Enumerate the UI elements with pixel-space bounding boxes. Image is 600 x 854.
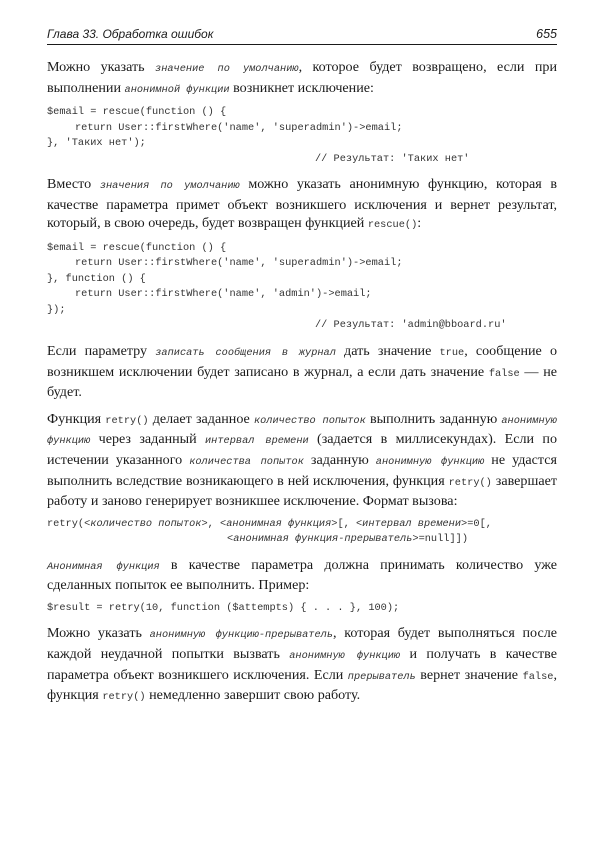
chapter-title: Глава 33. Обработка ошибок [47,27,214,41]
code-block-retry-syntax: retry(<количество попыток>, <анонимная функция>[, <интервал времени>=0[, <анонимная функция-прерыватель>=null]]) [47,517,492,546]
code-block-rescue-default: $email = rescue(function () { return User::firstWhere('name', 'superadmin')->email; }, 'Таких нет'); // Результат: 'Таких нет' [47,106,470,165]
running-header [47,27,557,45]
book-page [47,27,557,707]
paragraph-interrupter: Можно указать анонимную функцию-прерыватель, которая будет выполняться после каждой неудачной попытки вызвать анонимную функцию и получать в качестве параметра объект возникшего исключения. Если прерыватель вернет значение false, функция retry() немедленно завершит свою работу. [47,625,558,704]
page-number: 655 [536,27,557,41]
code-block-retry-example: $result = retry(10, function ($attempts) { . . . }, 100); [47,601,400,614]
paragraph-default-value: Можно указать значение по умолчанию, которое будет возвращено, если при выполнении анонимной функции возникнет исключение: [47,59,557,96]
paragraph-retry-function: Функция retry() делает заданное количество попыток выполнить заданную анонимную функцию через заданный интервал времени (задается в миллисекундах). Если по истечении указанного количества попыток заданную анонимную функцию не удастся выполнить вследствие возникающего в ней исключения, функция retry() завершает работу и заново генерирует возникшее исключение. Формат вызова: [47,410,557,510]
paragraph-log-parameter: Если параметру записать сообщения в журнал дать значение true, сообщение о возникшем исключении будет записано в журнал, а если дать значение false — не будет. [47,342,557,401]
code-block-rescue-callback: $email = rescue(function () { return User::firstWhere('name', 'superadmin')->email; }, function () { return User::firstWhere('name', 'admin')->email; }); // Результат: 'admin@bboard.ru' [47,241,507,332]
paragraph-anonymous-function-param: Анонимная функция в качестве параметра должна принимать количество уже сделанных попыток ее выполнить. Пример: [47,556,558,594]
paragraph-callback-default: Вместо значения по умолчанию можно указать анонимную функцию, которая в качестве параметра примет объект возникшего исключения и вернет результат, который, в свою очередь, будет возвращен функцией rescue(): [47,176,558,232]
